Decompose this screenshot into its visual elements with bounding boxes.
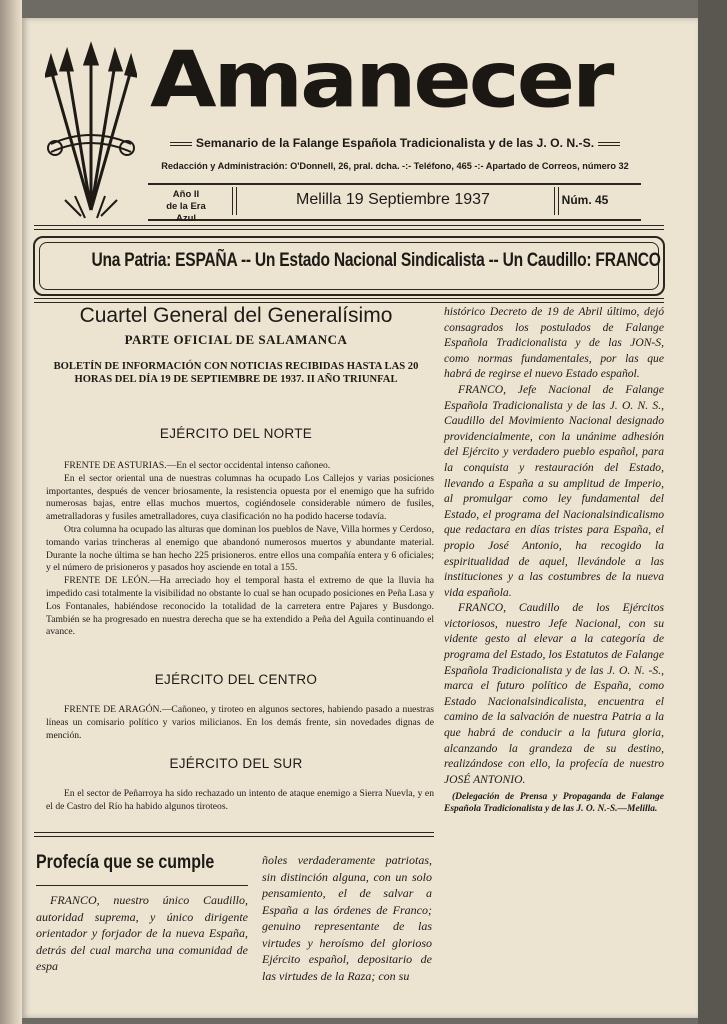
paragraph: FRANCO, Caudillo de los Ejércitos victoriosos, nuestro Jefe Nacional, con su vidente gesto al elevar a la categoría de programa del Estado, los Estatutos de Falange Española Tradicionalista y de las J. O. N. -S., marca el futuro político de España, como Estado Nacionalsindicalista, encuentra el camino de la salvación de nuestra Patria a la que habrá de conducir a la futura gloria, alcanzando la grandeza de su destino, realizándose con ello, la profecía de nuestro JOSÉ ANTONIO. — [444, 601, 664, 786]
report-subtitle: PARTE OFICIAL DE SALAMANCA — [124, 332, 348, 347]
paragraph: histórico Decreto de 19 de Abril último, dejó consagrados los postulados de Falange Española Tradicionalista y de las JON-S, como normas fundamentales, por las que habrá de regirse el nuevo Estado español. — [444, 305, 664, 381]
paragraph: ñoles verdaderamente patriotas, sin distinción alguna, con un solo pensamiento, el de salvar a España a las órdenes de Franco; genuino representante de las virtudes y heroísmo del glorioso Ejército español, depositario de las virtudes de la Raza; con su — [262, 853, 432, 983]
header-divider — [34, 225, 664, 230]
dateline-bar — [148, 183, 641, 224]
issue-date: Melilla 19 Septiembre 1937 — [296, 191, 490, 208]
paragraph: FRANCO, Jefe Nacional de Falange Española Tradicionalista y de las J. O. N. S., Caudillo del Movimiento Nacional designado providencialmente, con la unánime adhesión del Ejército y verdadero pueblo español, para la conquista y restauración del Estado, llevando a España a su amplitud de Imperio, al promulgar como ley fundamental del Estado, el programa del Nacionalsindicalismo que redactara en días tristes para España, el propio José Antonio, ha recogido la espiritualidad de aquel, llevándole a las instituciones y a las costumbres de la nueva vida española. — [444, 382, 664, 599]
centro-body — [46, 704, 434, 742]
section-heading-sur: EJÉRCITO DEL SUR — [169, 756, 303, 771]
title-underline — [36, 885, 248, 886]
issue-number: Núm. 45 — [561, 193, 609, 207]
profecia-col-1 — [36, 892, 248, 975]
motto-banner — [33, 236, 665, 296]
yoke-and-arrows-emblem — [45, 40, 137, 220]
masthead-subtitle — [150, 136, 640, 150]
paragraph: En el sector de Peñarroya ha sido rechazado un intento de ataque enemigo a Sierra Nuevla, y en el de Castro del Río ha habido algunos tiroteos. — [46, 788, 434, 812]
paragraph: FRENTE DE LEÓN.—Ha arreciado hoy el temporal hasta el extremo de que la lluvia ha impedido casi totalmente la visibilidad no obstante lo cual se han ocupado posiciones en Peña Lasa y Los Fontanales, habiéndose reconocido la totalidad de la carretera entre Pajares y Busdongo. También se ha progresado en nuestra derecha que se ha extendido a Peña del Aguila continuando el avance. — [46, 575, 434, 638]
profecia-col-2 — [262, 852, 432, 984]
report-title: Cuartel General del Generalísimo — [79, 304, 393, 327]
norte-body — [46, 460, 434, 639]
paragraph: En el sector oriental una de nuestras columnas ha ocupado Los Callejos y varias posiciones importantes, después de vencer briosamente, la resistencia opuesta por el enemigo que ha sufrido numerosas bajas, entre ellas muchos muertos, cogiéndosele considerable número de fusiles, ametralladoras y fusiles ametralladores, cuya clasificación no ha podido hacerse todavía. — [46, 472, 434, 523]
paragraph: FRANCO, nuestro único Caudillo, autoridad suprema, y único dirigente orientador y forjador de la nueva España, detrás del cual marcha una comunidad de espa — [36, 893, 248, 973]
newspaper-title: Amanecer — [150, 35, 612, 126]
dateline-divider — [232, 187, 237, 215]
section-heading-norte: EJÉRCITO DEL NORTE — [159, 426, 313, 441]
left-page-edge — [0, 0, 22, 1024]
bulletin-heading: BOLETÍN DE INFORMACIÓN CON NOTICIAS RECIBIDAS HASTA LAS 20 HORAS DEL DÍA 19 DE SEPTIEMBRE DE 1937. II AÑO TRIUNFAL — [53, 361, 419, 385]
paragraph: FRENTE DE ARAGÓN.—Cañoneo, y tiroteo en algunos sectores, habiendo pasado a nuestras líneas un comisario político y varios milicianos. En los demás frente, sin novedades dignas de mención. — [46, 704, 434, 741]
motto-text: Una Patria: ESPAÑA -- Un Estado Nacional Sindicalista -- Un Caudillo: FRANCO — [91, 250, 661, 271]
section-divider — [34, 832, 434, 837]
motto-divider — [34, 298, 664, 303]
profecia-title: Profecía que se cumple — [36, 852, 215, 873]
masthead-address: Redacción y Administración: O'Donnell, 26, pral. dcha. -:- Teléfono, 465 -:- Apartado de Correos, número 32 — [161, 161, 629, 171]
masthead — [150, 35, 640, 130]
year-label — [156, 189, 216, 225]
year-line-2: de la Era Azul — [166, 201, 206, 224]
right-column — [444, 304, 664, 815]
paragraph: Otra columna ha ocupado las alturas que dominan los pueblos de Nave, Villa hormes y Cerdoso, tomando varias trincheras al enemigo que abandonó numerosos muertos y abundante material. Durante la noche última se han hecho 225 prisioneros. entre ellos una compañía entera y 6 oficiales; y el número de prisioneros y pasados hoy asciende en total a 155. — [46, 523, 434, 574]
signature: (Delegación de Prensa y Propaganda de Falange Española Tradicionalista y de las J. O. N.-S.—Melilla. — [444, 792, 664, 815]
section-heading-centro: EJÉRCITO DEL CENTRO — [154, 672, 318, 687]
sur-body — [46, 788, 434, 814]
background-edge — [698, 0, 727, 1024]
year-line-1: Año II — [172, 189, 200, 200]
paragraph: FRENTE DE ASTURIAS.—En el sector occidental intenso cañoneo. — [64, 460, 331, 471]
subtitle-text: Semanario de la Falange Española Tradicionalista y de las J. O. N.-S. — [195, 136, 595, 150]
